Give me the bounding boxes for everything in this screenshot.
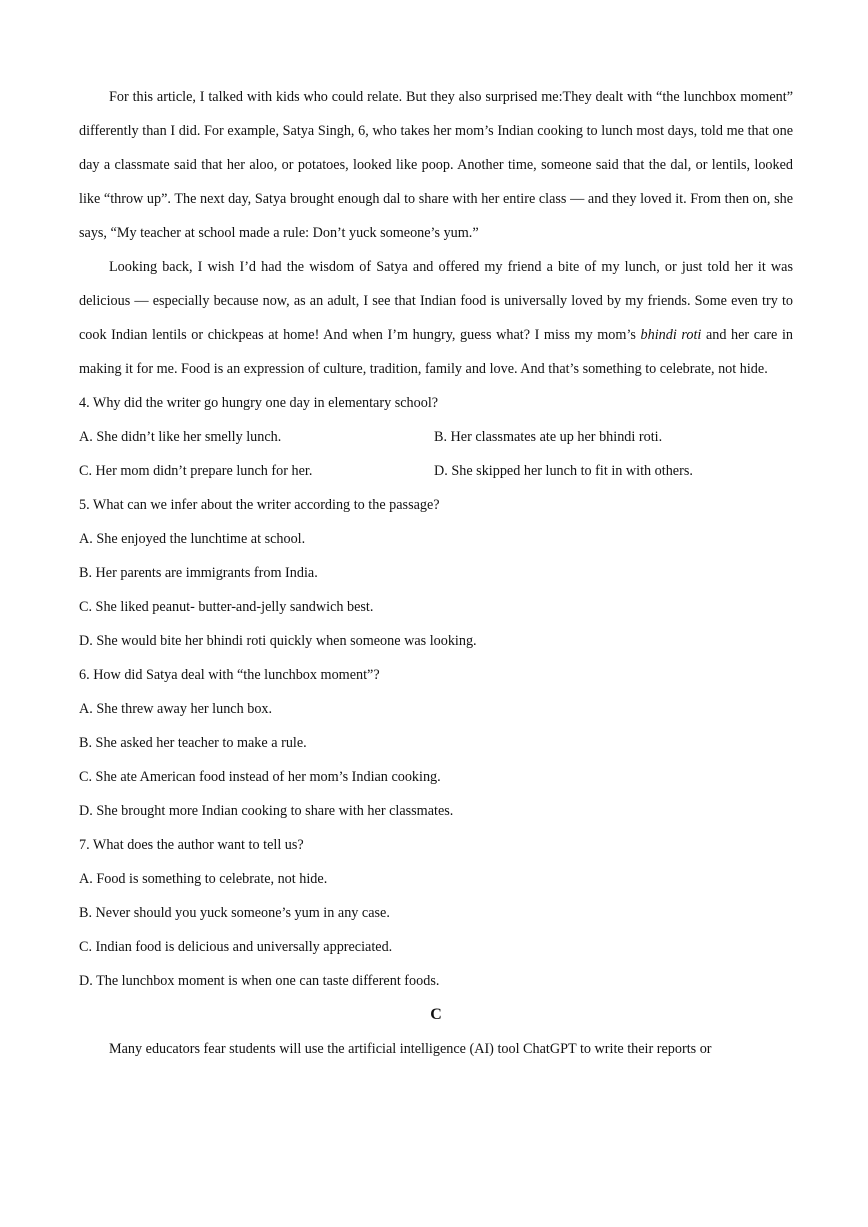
option-6a: A. She threw away her lunch box.	[79, 701, 273, 717]
option-4d: D. She skipped her lunch to fit in with others.	[434, 463, 693, 479]
paragraph-text: Looking back, I wish I’d had the wisdom of Satya and offered my friend a bite of my lunch, or just told her it was delicious — especially because now, as an adult, I see that Indian food is universally loved by my friends. Some even try to cook Indian lentils or chickpeas at home! And when I’m hungry, guess what? I miss my mom’s	[79, 259, 793, 343]
option-5a: A. She enjoyed the lunchtime at school.	[79, 531, 306, 547]
option-5d: D. She would bite her bhindi roti quickly when someone was looking.	[79, 633, 477, 649]
question-stem-5: 5. What can we infer about the writer according to the passage?	[79, 497, 440, 513]
section-c-intro: Many educators fear students will use the artificial intelligence (AI) tool ChatGPT to write their reports or	[109, 1041, 712, 1057]
option-6d: D. She brought more Indian cooking to share with her classmates.	[79, 803, 454, 819]
option-4b: B. Her classmates ate up her bhindi roti.	[434, 429, 663, 445]
question-stem-7: 7. What does the author want to tell us?	[79, 837, 304, 853]
document-page	[79, 80, 793, 1066]
option-row	[79, 454, 793, 488]
option-7d: D. The lunchbox moment is when one can taste different foods.	[79, 973, 440, 989]
option-5c: C. She liked peanut- butter-and-jelly sandwich best.	[79, 599, 374, 615]
option-row	[79, 420, 793, 454]
paragraph-looking-back	[79, 250, 793, 386]
option-6c: C. She ate American food instead of her mom’s Indian cooking.	[79, 769, 441, 785]
option-7c: C. Indian food is delicious and universally appreciated.	[79, 939, 393, 955]
option-6b: B. She asked her teacher to make a rule.	[79, 735, 307, 751]
section-c-title: C	[430, 1006, 442, 1023]
question-stem-4: 4. Why did the writer go hungry one day in elementary school?	[79, 395, 439, 411]
paragraph-text: and her care in making it for me. Food is an expression of culture, tradition, family and love. And that’s something to celebrate, not hide.	[79, 327, 793, 377]
option-5b: B. Her parents are immigrants from India.	[79, 565, 318, 581]
option-4a: A. She didn’t like her smelly lunch.	[79, 429, 282, 445]
option-7b: B. Never should you yuck someone’s yum in any case.	[79, 905, 390, 921]
question-stem-6: 6. How did Satya deal with “the lunchbox moment”?	[79, 667, 380, 683]
italic-term: bhindi roti	[640, 327, 702, 343]
option-4c: C. Her mom didn’t prepare lunch for her.	[79, 463, 313, 479]
option-7a: A. Food is something to celebrate, not hide.	[79, 871, 328, 887]
paragraph-satya: For this article, I talked with kids who could relate. But they also surprised me:They dealt with “the lunchbox moment” differently than I did. For example, Satya Singh, 6, who takes her mom’s Indian cooking to lunch most days, told me that one day a classmate said that her aloo, or potatoes, looked like poop. Another time, someone said that the dal, or lentils, looked like “throw up”. The next day, Satya brought enough dal to share with her entire class — and they loved it. From then on, she says, “My teacher at school made a rule: Don’t yuck someone’s yum.”	[79, 89, 793, 241]
